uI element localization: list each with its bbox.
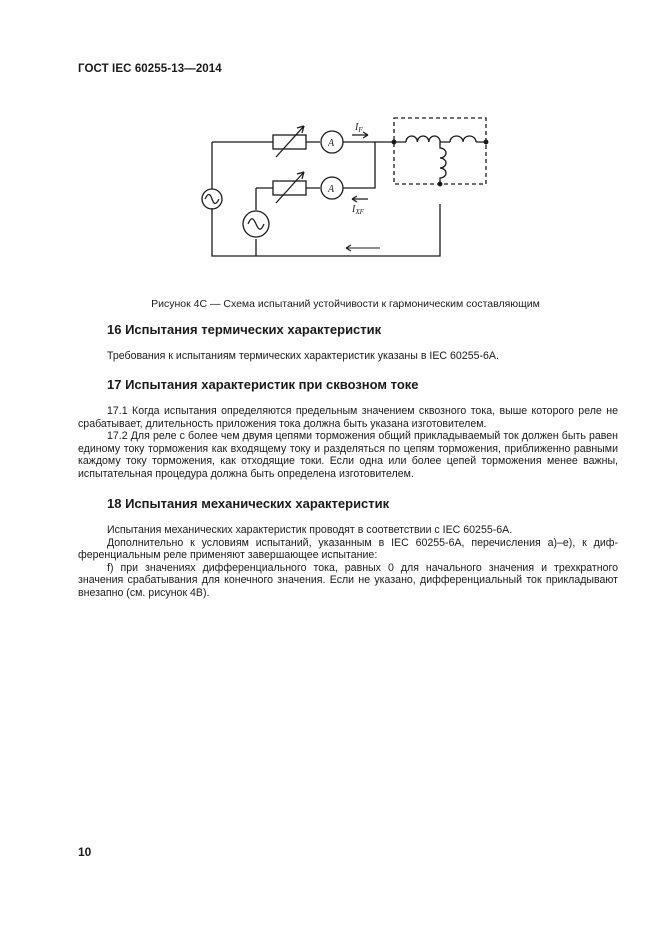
restraint-coil-1 — [406, 136, 440, 142]
paragraph: 17.2 Для реле с более чем двумя цепями торможения общий прикладываемый ток должен быть равен единому току торможения как входящему току и разделяться по цепям торможения, приближенно равными каждому току торможения, как отходящие токи. Если одна или более цепей торможения менее важны, испытательная процедура должна быть определена изготовителем. — [78, 430, 618, 480]
document-code-header: ГОСТ IEC 60255-13—2014 — [78, 63, 222, 75]
section-16 — [78, 322, 618, 363]
relay-boundary-box — [394, 118, 486, 184]
circuit-wire — [212, 142, 440, 256]
figure-caption: Рисунок 4С — Схема испытаний устойчивости к гармоническим составляющим — [151, 298, 540, 310]
sine-icon — [205, 195, 219, 204]
section-heading: 18 Испытания механических характеристик — [107, 496, 390, 511]
current-label-if: I — [355, 122, 359, 133]
resistor-adjust-arrow — [276, 172, 304, 203]
ammeter-label: A — [328, 138, 335, 149]
paragraph: Требования к испытаниям термических характеристик указаны в IEC 60255-6A. — [107, 350, 499, 362]
svg-text:IXF — [351, 204, 365, 216]
current-label-ixf-sub: XF — [355, 208, 364, 216]
operating-coil — [440, 142, 446, 184]
section-17 — [78, 377, 618, 481]
current-label-ixf: I — [352, 204, 356, 215]
current-label-if-sub: F — [358, 126, 363, 134]
restraint-coil-2 — [450, 136, 476, 142]
paragraph: Дополнительно к условиям испытаний, указанным в IEC 60255-6A, перечисления а)–е), к дифференциальным реле применяют завершающее испытание: — [78, 536, 618, 562]
paragraph: 17.1 Когда испытания определяются предельным значением сквозного тока, выше которого реле не срабатывает, длительность приложения тока должна быть указана изготовителем. — [78, 405, 618, 430]
section-18 — [78, 496, 618, 600]
resistor-adjust-arrow — [276, 126, 304, 157]
current-arrow-ixf — [352, 196, 368, 202]
paragraph: f) при значениях дифференциального тока, равных 0 для начального значения и трехкратного значения срабатывания для конечного значения. Если не указано, дифференциальный ток прикладывают внезапно (см. рисунок 4В). — [78, 561, 618, 599]
svg-text:IF — [354, 122, 363, 134]
sine-icon — [248, 219, 264, 230]
section-heading: 17 Испытания характеристик при сквозном токе — [107, 377, 419, 392]
ammeter-label: A — [328, 184, 335, 195]
page-number: 10 — [78, 845, 92, 859]
paragraph: Испытания механических характеристик проводят в соответствии с IEC 60255-6A. — [107, 524, 513, 536]
harmonic-stability-test-circuit-diagram — [200, 112, 500, 262]
return-current-arrow — [346, 245, 380, 251]
section-heading: 16 Испытания термических характеристик — [107, 322, 382, 337]
